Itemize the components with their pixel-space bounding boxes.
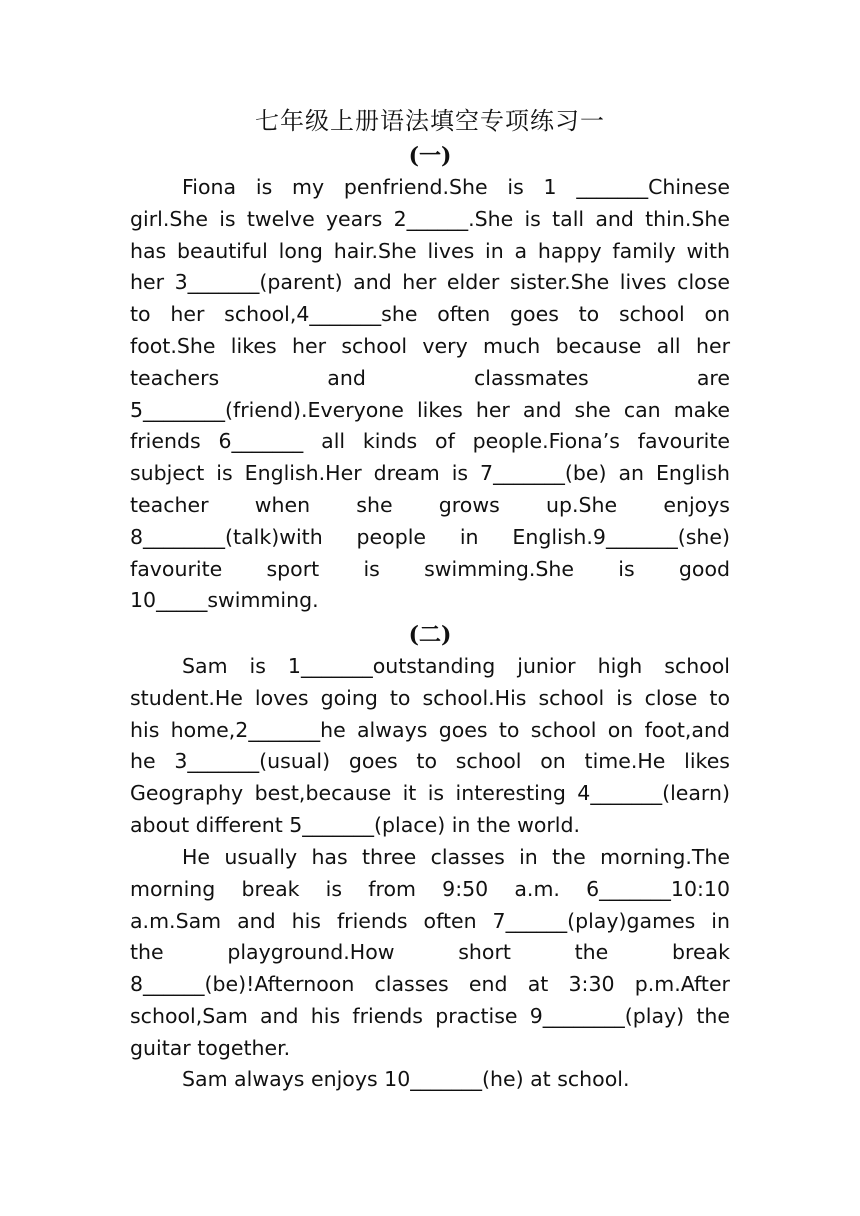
passage-line: student.He loves going to school.His school is close to xyxy=(130,685,730,710)
passage-line: 5________(friend).Everyone likes her and she can make xyxy=(130,397,730,422)
passage-line: about different 5_______(place) in the world. xyxy=(130,812,581,837)
passage-line: teachers and classmates are xyxy=(130,365,730,390)
page-title: 七年级上册语法填空专项练习一 xyxy=(255,107,605,135)
passage-line: Geography best,because it is interesting 4_______(learn) xyxy=(130,781,730,806)
passage-line: Sam is 1_______outstanding junior high school xyxy=(182,654,730,678)
section-heading-2: (二) xyxy=(408,622,452,648)
passage-line: the playground.How short the break xyxy=(130,940,730,965)
passage-line: guitar together. xyxy=(130,1035,291,1060)
passage-2-paragraph-1 xyxy=(130,651,730,842)
passage-line: He usually has three classes in the morning.The xyxy=(182,845,730,869)
passage-line: school,Sam and his friends practise 9________(play) the xyxy=(130,1003,730,1028)
passage-line: 8________(talk)with people in English.9_______(she) xyxy=(130,524,730,549)
passage-line: 10_____swimming. xyxy=(130,588,319,613)
passage-line: morning break is from 9:50 a.m. 6_______10:10 xyxy=(130,876,730,901)
passage-line: 8______(be)!Afternoon classes end at 3:30 p.m.After xyxy=(130,972,730,997)
passage-line: a.m.Sam and his friends often 7______(play)games in xyxy=(130,908,730,933)
passage-line: favourite sport is swimming.She is good xyxy=(130,556,730,581)
passage-line: he 3_______(usual) goes to school on time.He likes xyxy=(130,749,730,774)
passage-line: friends 6_______ all kinds of people.Fiona’s favourite xyxy=(130,429,730,454)
passage-line: foot.She likes her school very much because all her xyxy=(130,333,730,358)
section-heading-1: (一) xyxy=(408,143,452,169)
passage-line: girl.She is twelve years 2______.She is tall and thin.She xyxy=(130,206,730,231)
passage-line: subject is English.Her dream is 7_______(be) an English xyxy=(130,461,730,486)
passage-1 xyxy=(130,172,730,617)
passage-line: to her school,4_______she often goes to school on xyxy=(130,302,730,327)
passage-line: her 3_______(parent) and her elder sister.She lives close xyxy=(130,270,730,295)
passage-line: teacher when she grows up.She enjoys xyxy=(130,492,730,517)
passage-line: has beautiful long hair.She lives in a happy family with xyxy=(130,238,730,263)
passage-line: Fiona is my penfriend.She is 1 _______Chinese xyxy=(182,175,730,199)
passage-2-paragraph-2 xyxy=(130,842,730,1065)
passage-line: his home,2_______he always goes to school on foot,and xyxy=(130,717,730,742)
passage-line: Sam always enjoys 10_______(he) at school. xyxy=(182,1067,630,1091)
passage-2-paragraph-3 xyxy=(130,1064,730,1096)
